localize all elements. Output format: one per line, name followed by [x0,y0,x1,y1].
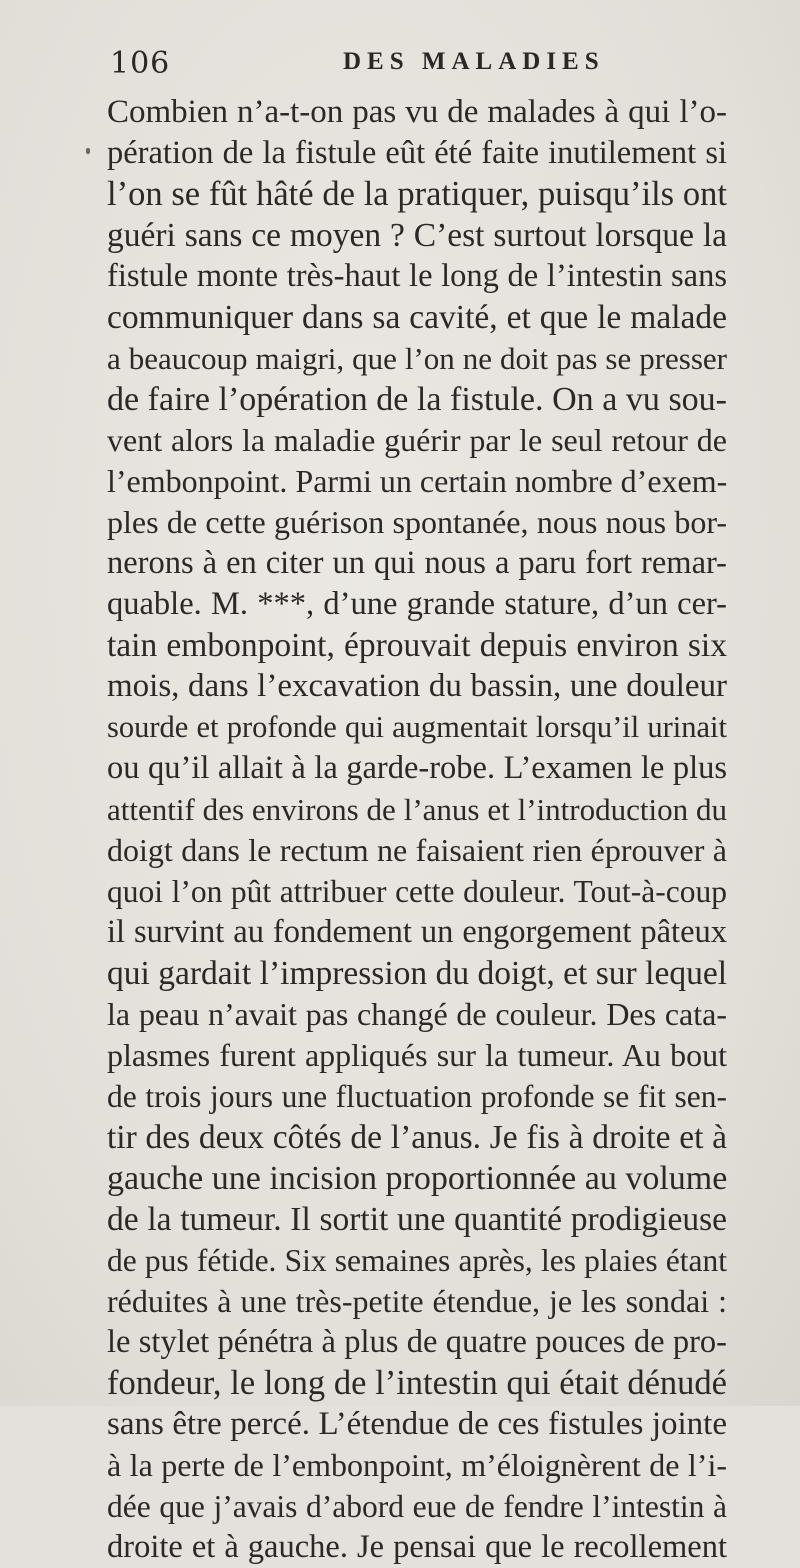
text-line: fondeur, le long de l’intestin qui était dénudé [107,1364,727,1402]
text-line: guéri sans ce moyen ? C’est surtout lorsque la [107,217,727,254]
text-line: ou qu’il allait à la garde-robe. L’examen le plus [107,750,727,786]
text-line: tir des deux côtés de l’anus. Je fis à droite et à [107,1119,727,1156]
text-line: pération de la fistule eût été faite inutilement si [107,135,727,171]
text-line: de la tumeur. Il sortit une quantité prodigieuse [107,1201,727,1238]
text-line: à la perte de l’embonpoint, m’éloignèrent de l’i- [107,1447,727,1483]
text-line: nerons à en citer un qui nous a paru fort remar- [107,545,727,581]
text-line: doigt dans le rectum ne faisaient rien éprouver à [107,832,727,868]
text-line: droite et à gauche. Je pensai que le recollement [107,1529,727,1565]
text-line: gauche une incision proportionnée au volume [107,1160,728,1197]
running-head: DES MALADIES [343,48,605,75]
text-line: le stylet pénétra à plus de quatre pouces de pro- [107,1324,727,1360]
text-line: sourde et profonde qui augmentait lorsqu’il urinait [107,710,727,744]
text-line: la peau n’avait pas changé de couleur. Des cata- [107,996,727,1032]
text-line: ples de cette guérison spontanée, nous nous bor- [107,504,727,540]
body-text [107,92,727,1568]
text-line: a beaucoup maigri, que l’on ne doit pas se presser [107,341,727,376]
text-line: l’embonpoint. Parmi un certain nombre d’exem- [107,463,728,499]
text-line: de pus fétide. Six semaines après, les plaies étant [107,1243,727,1278]
text-line: fistule monte très-haut le long de l’intestin sans [107,258,727,294]
margin-mark [86,148,90,154]
text-line: l’on se fût hâté de la pratiquer, puisqu’ils ont [107,175,727,213]
text-line: Combien n’a-t-on pas vu de malades à qui l’o- [107,94,727,130]
text-line: quable. M. ***, d’une grande stature, d’un cer- [107,586,727,622]
text-line: quoi l’on pût attribuer cette douleur. Tout-à-coup [107,874,727,909]
text-line: de trois jours une fluctuation profonde se fit sen- [107,1079,727,1114]
text-line: de faire l’opération de la fistule. On a vu sou- [107,381,727,418]
text-line: plasmes furent appliqués sur la tumeur. Au bout [107,1037,727,1073]
text-line: réduites à une très-petite étendue, je les sondai : [107,1283,727,1319]
text-line: mois, dans l’excavation du bassin, une douleur [107,668,727,704]
text-line: il survint au fondement un engorgement pâteux [107,914,727,950]
text-line: attentif des environs de l’anus et l’introduction du [107,792,727,827]
page-number: 106 [110,46,171,81]
text-line: communiquer dans sa cavité, et que le malade [107,299,727,336]
text-line: dée que j’avais d’abord eue de fendre l’intestin à [107,1489,727,1524]
text-line: sans être percé. L’étendue de ces fistules jointe [107,1406,727,1442]
page-header [110,46,670,90]
text-line: qui gardait l’impression du doigt, et sur lequel [107,955,727,992]
text-line: tain embonpoint, éprouvait depuis environ six [107,627,727,664]
text-line: vent alors la maladie guérir par le seul retour de [107,422,727,458]
